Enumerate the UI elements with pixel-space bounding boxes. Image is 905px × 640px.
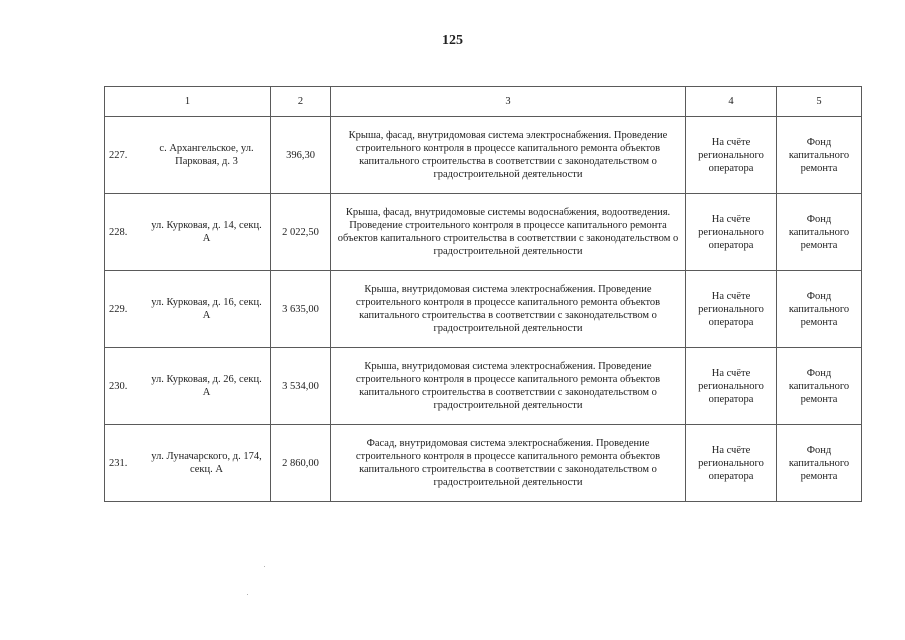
address-cell xyxy=(105,425,271,502)
row-number: 230. xyxy=(109,380,128,392)
address-text: с. Архангельское, ул. Парковая, д. 3 xyxy=(159,143,254,167)
table-row xyxy=(105,271,862,348)
works-cell: Крыша, внутридомовая система электроснабжения. Проведение строительного контроля в процессе капитального ремонта объектов капитального строительства в соответствии с законодательством о градостроительной деятельности xyxy=(331,271,686,348)
address-text: ул. Курковая, д. 26, секц. А xyxy=(151,374,262,398)
row-number: 228. xyxy=(109,226,128,238)
cost-cell: 3 635,00 xyxy=(271,271,331,348)
row-number: 229. xyxy=(109,303,128,315)
scan-speck xyxy=(264,566,265,567)
column-number-3: 3 xyxy=(331,87,686,117)
table-row xyxy=(105,348,862,425)
account-owner-cell: На счёте регионального оператора xyxy=(686,271,777,348)
account-owner-cell: На счёте регионального оператора xyxy=(686,194,777,271)
address-text: ул. Курковая, д. 14, секц. А xyxy=(151,220,262,244)
table-row xyxy=(105,194,862,271)
works-cell: Крыша, фасад, внутридомовая система электроснабжения. Проведение строительного контроля в процессе капитального ремонта объектов капитального строительства в соответствии с законодательством о градостроительной деятельности xyxy=(331,117,686,194)
funding-source-cell: Фонд капитального ремонта xyxy=(777,271,862,348)
column-number-4: 4 xyxy=(686,87,777,117)
cost-cell: 2 022,50 xyxy=(271,194,331,271)
address-text: ул. Курковая, д. 16, секц. А xyxy=(151,297,262,321)
account-owner-cell: На счёте регионального оператора xyxy=(686,117,777,194)
funding-source-cell: Фонд капитального ремонта xyxy=(777,117,862,194)
funding-source-cell: Фонд капитального ремонта xyxy=(777,194,862,271)
table-row xyxy=(105,425,862,502)
row-number: 227. xyxy=(109,149,128,161)
account-owner-cell: На счёте регионального оператора xyxy=(686,348,777,425)
works-cell: Крыша, внутридомовая система электроснабжения. Проведение строительного контроля в процессе капитального ремонта объектов капитального строительства в соответствии с законодательством о градостроительной деятельности xyxy=(331,348,686,425)
address-cell xyxy=(105,117,271,194)
column-number-2: 2 xyxy=(271,87,331,117)
address-cell xyxy=(105,271,271,348)
cost-cell: 396,30 xyxy=(271,117,331,194)
address-text: ул. Луначарского, д. 174, секц. А xyxy=(151,451,262,475)
works-cell: Крыша, фасад, внутридомовые системы водоснабжения, водоотведения. Проведение строительного контроля в процессе капитального ремонта объектов капитального строительства в соответствии с законодательством о градостроительной деятельности xyxy=(331,194,686,271)
column-number-1: 1 xyxy=(105,87,271,117)
address-cell xyxy=(105,348,271,425)
repair-register-table xyxy=(104,86,862,502)
row-number: 231. xyxy=(109,457,128,469)
page-number: 125 xyxy=(442,33,463,48)
funding-source-cell: Фонд капитального ремонта xyxy=(777,425,862,502)
works-cell: Фасад, внутридомовая система электроснабжения. Проведение строительного контроля в процессе капитального ремонта объектов капитального строительства в соответствии с законодательством о градостроительной деятельности xyxy=(331,425,686,502)
column-number-row xyxy=(105,87,862,117)
table-row xyxy=(105,117,862,194)
cost-cell: 3 534,00 xyxy=(271,348,331,425)
cost-cell: 2 860,00 xyxy=(271,425,331,502)
scan-speck xyxy=(247,594,248,595)
funding-source-cell: Фонд капитального ремонта xyxy=(777,348,862,425)
account-owner-cell: На счёте регионального оператора xyxy=(686,425,777,502)
column-number-5: 5 xyxy=(777,87,862,117)
address-cell xyxy=(105,194,271,271)
